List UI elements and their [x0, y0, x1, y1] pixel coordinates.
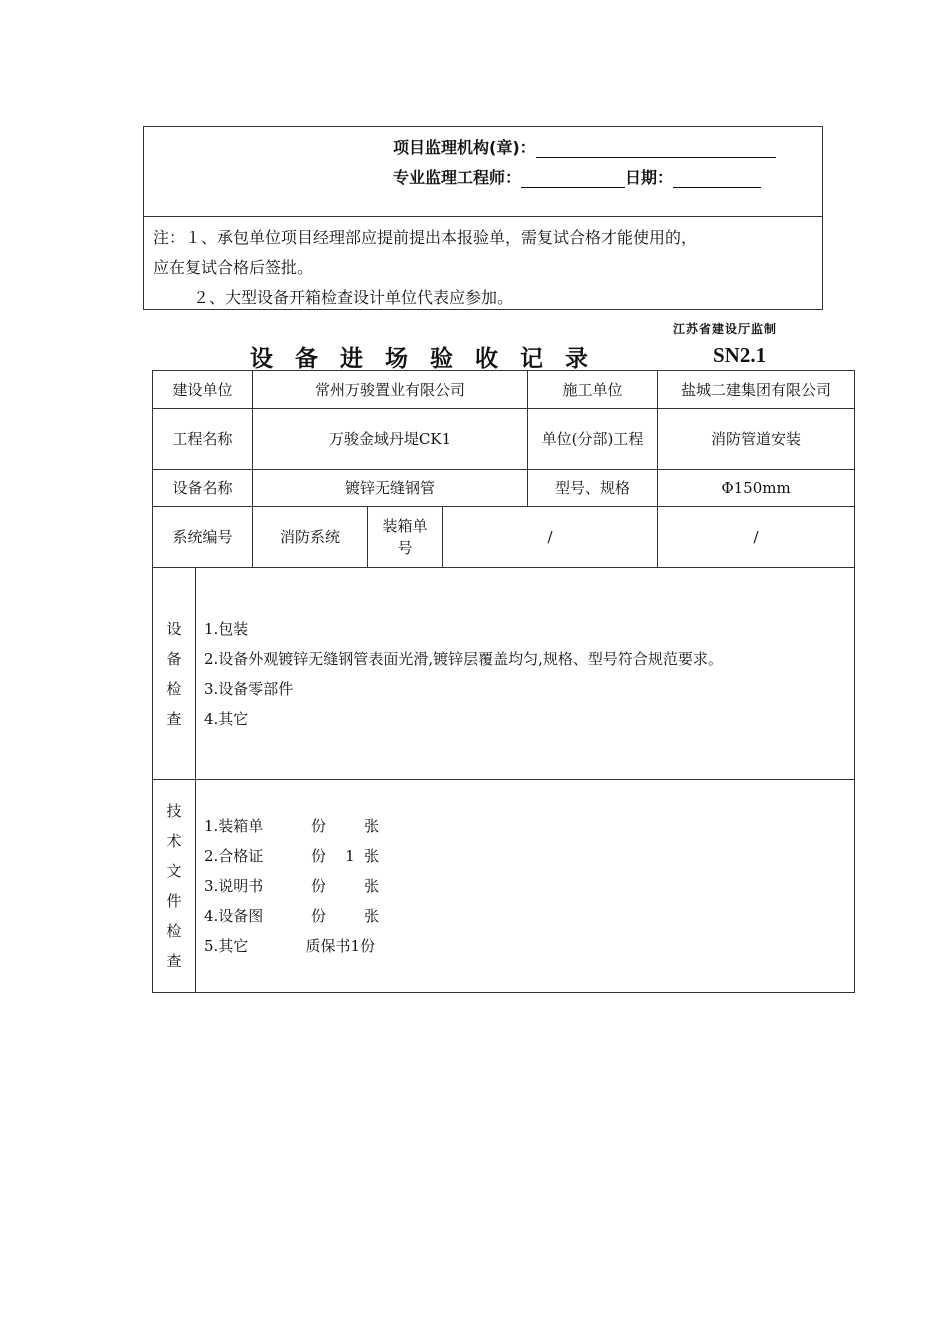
docs-label: 技术文件检查	[153, 780, 196, 993]
document-code: SN2.1	[713, 343, 767, 367]
table-row	[153, 568, 855, 780]
inspection-list	[196, 568, 855, 780]
engineer-field[interactable]	[521, 171, 625, 188]
system-label: 系统编号	[153, 507, 253, 568]
table-row	[153, 470, 855, 507]
supervisor-mark: 江苏省建设厅监制	[673, 322, 778, 336]
note-line-3: ２、大型设备开箱检查设计单位代表应参加。	[193, 288, 514, 307]
docs-item: 1.装箱单 份 张	[204, 817, 380, 835]
inspection-item: 4.其它	[204, 709, 249, 728]
docs-item: 4.设备图 份 张	[204, 907, 380, 925]
build-unit-label: 建设单位	[153, 371, 253, 409]
docs-item: 2.合格证 份 1 张	[204, 847, 380, 865]
packing-extra-value[interactable]: /	[658, 507, 855, 568]
engineer-label: 专业监理工程师：	[393, 168, 522, 187]
project-label: 工程名称	[153, 409, 253, 470]
date-label: 日期：	[625, 168, 674, 187]
note-line-1: 注：１、承包单位项目经理部应提前提出本报验单，需复试合格才能使用的，	[153, 228, 698, 247]
notes-section	[153, 223, 815, 313]
sub-project-value[interactable]: 消防管道安装	[658, 409, 855, 470]
table-row	[153, 409, 855, 470]
build-unit-value[interactable]: 常州万骏置业有限公司	[253, 371, 528, 409]
inspection-label: 设备检查	[153, 568, 196, 780]
sub-project-label: 单位(分部)工程	[528, 409, 658, 470]
docs-item: 3.说明书 份 张	[204, 877, 380, 895]
project-value[interactable]: 万骏金域丹堤CK1	[253, 409, 528, 470]
equipment-label: 设备名称	[153, 470, 253, 507]
acceptance-table	[152, 370, 855, 993]
packing-label: 装箱单号	[368, 507, 443, 568]
model-value[interactable]: Φ150mm	[658, 470, 855, 507]
system-value[interactable]: 消防系统	[253, 507, 368, 568]
model-label: 型号、规格	[528, 470, 658, 507]
table-row	[153, 507, 855, 568]
inspection-item: 2.设备外观镀锌无缝钢管表面光滑,镀锌层覆盖均匀,规格、型号符合规范要求。	[204, 649, 723, 668]
construction-unit-label: 施工单位	[528, 371, 658, 409]
date-field[interactable]	[673, 171, 761, 188]
construction-unit-value[interactable]: 盐城二建集团有限公司	[658, 371, 855, 409]
note-line-2: 应在复试合格后签批。	[153, 258, 314, 277]
docs-item: 5.其它 质保书1份	[204, 937, 376, 955]
table-row	[153, 780, 855, 993]
packing-value[interactable]: /	[443, 507, 658, 568]
supervision-box	[143, 126, 823, 310]
supervision-org-label: 项目监理机构(章)：	[393, 138, 536, 157]
supervision-org-field[interactable]	[536, 141, 776, 158]
table-row	[153, 371, 855, 409]
inspection-item: 3.设备零部件	[204, 679, 294, 698]
signature-section	[144, 127, 822, 217]
equipment-value[interactable]: 镀锌无缝钢管	[253, 470, 528, 507]
document-title: 设备进场验收记录	[250, 346, 610, 372]
inspection-item: 1.包装	[204, 619, 249, 638]
supervision-org-line	[393, 135, 776, 158]
docs-list	[196, 780, 855, 993]
engineer-line	[393, 165, 761, 188]
